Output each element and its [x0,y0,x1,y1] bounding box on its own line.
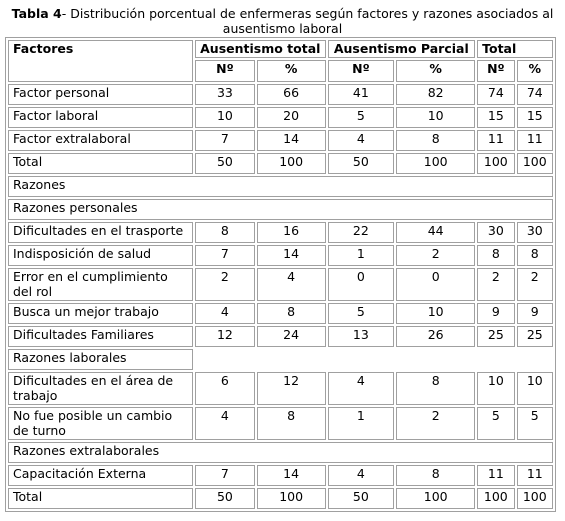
row-label: Total [8,153,193,174]
header-ausentismo-parcial: Ausentismo Parcial [328,40,476,58]
table-cell: 100 [517,153,553,174]
table-cell: 50 [195,153,255,174]
table-cell: 4 [195,407,255,440]
row-label: Total [8,488,193,509]
row-label: Razones [8,176,553,197]
table-row [8,245,553,266]
table-cell: 44 [396,222,475,243]
table-row [8,303,553,324]
table-cell: 22 [328,222,395,243]
empty-cell [195,349,553,370]
table-cell: 41 [328,84,395,105]
table-cell: 74 [517,84,553,105]
header-ausentismo-total: Ausentismo total [195,40,325,58]
table-cell: 66 [257,84,326,105]
row-label: Busca un mejor trabajo [8,303,193,324]
table-cell: 1 [328,407,395,440]
header-factores: Factores [8,40,193,82]
table-row [8,488,553,509]
row-label: Razones extralaborales [8,442,553,463]
table-cell: 4 [195,303,255,324]
table-cell: 4 [328,372,395,405]
table-row [8,84,553,105]
table-cell: 10 [195,107,255,128]
table-cell: 11 [477,465,514,486]
table-row [8,465,553,486]
table-cell: 4 [328,130,395,151]
table-cell: 82 [396,84,475,105]
table-body [8,84,553,509]
table-caption [6,6,559,36]
table-cell: 8 [396,130,475,151]
table-row [8,407,553,440]
table-cell: 74 [477,84,514,105]
table-cell: 2 [396,407,475,440]
table-cell: 6 [195,372,255,405]
table-cell: 14 [257,130,326,151]
table-cell: 0 [396,268,475,301]
table-cell: 0 [328,268,395,301]
table-cell: 8 [257,303,326,324]
table-cell: 10 [477,372,514,405]
table-cell: 100 [257,153,326,174]
table-cell: 16 [257,222,326,243]
row-label: Capacitación Externa [8,465,193,486]
table-row [8,372,553,405]
row-label: Razones personales [8,199,553,220]
table-cell: 13 [328,326,395,347]
table-cell: 15 [517,107,553,128]
table-cell: 12 [257,372,326,405]
table-row [8,268,553,301]
table-cell: 10 [517,372,553,405]
header-pct: % [396,60,475,82]
header-row-1 [8,40,553,58]
table-row [8,222,553,243]
table-cell: 8 [396,372,475,405]
row-label: Factor laboral [8,107,193,128]
header-pct: % [257,60,326,82]
section-row [8,199,553,220]
table-cell: 30 [477,222,514,243]
table-cell: 9 [517,303,553,324]
table-cell: 50 [328,153,395,174]
table-caption-label: Tabla 4 [11,6,62,21]
header-no: Nº [477,60,514,82]
row-label: Dificultades en el área de trabajo [8,372,193,405]
table-cell: 100 [517,488,553,509]
table-cell: 4 [257,268,326,301]
table-cell: 14 [257,465,326,486]
table-row [8,130,553,151]
table-row [8,153,553,174]
row-label: Dificultades en el trasporte [8,222,193,243]
table-row [8,107,553,128]
table-cell: 2 [477,268,514,301]
header-total: Total [477,40,553,58]
table-cell: 11 [517,130,553,151]
row-label: Razones laborales [8,349,193,370]
table-cell: 100 [477,488,514,509]
table-cell: 100 [396,153,475,174]
table-cell: 8 [396,465,475,486]
row-label: Factor extralaboral [8,130,193,151]
table-cell: 15 [477,107,514,128]
table-cell: 7 [195,245,255,266]
table-cell: 12 [195,326,255,347]
section-row [8,349,553,370]
table-cell: 1 [328,245,395,266]
table-cell: 5 [517,407,553,440]
table-cell: 5 [328,303,395,324]
row-label: Error en el cumplimiento del rol [8,268,193,301]
table-cell: 50 [195,488,255,509]
table-cell: 100 [477,153,514,174]
table-cell: 10 [396,303,475,324]
table-cell: 10 [396,107,475,128]
section-row [8,176,553,197]
table-cell: 30 [517,222,553,243]
table-cell: 5 [477,407,514,440]
table-cell: 7 [195,130,255,151]
table-cell: 20 [257,107,326,128]
table-cell: 8 [477,245,514,266]
table-cell: 4 [328,465,395,486]
table-cell: 14 [257,245,326,266]
table-cell: 26 [396,326,475,347]
header-no: Nº [328,60,395,82]
table-cell: 2 [195,268,255,301]
table-cell: 2 [517,268,553,301]
table-cell: 24 [257,326,326,347]
header-pct: % [517,60,553,82]
header-no: Nº [195,60,255,82]
row-label: Factor personal [8,84,193,105]
table-cell: 8 [517,245,553,266]
section-row [8,442,553,463]
table-cell: 11 [477,130,514,151]
table-cell: 50 [328,488,395,509]
table-cell: 9 [477,303,514,324]
table-cell: 25 [517,326,553,347]
table-cell: 8 [257,407,326,440]
table-cell: 11 [517,465,553,486]
data-table [5,37,556,512]
table-cell: 8 [195,222,255,243]
table-cell: 7 [195,465,255,486]
row-label: No fue posible un cambio de turno [8,407,193,440]
row-label: Indisposición de salud [8,245,193,266]
table-cell: 33 [195,84,255,105]
table-cell: 2 [396,245,475,266]
table-row [8,326,553,347]
table-caption-text: - Distribución porcentual de enfermeras según factores y razones asociados al ausentismo laboral [61,6,554,36]
row-label: Dificultades Familiares [8,326,193,347]
table-cell: 100 [396,488,475,509]
table-cell: 25 [477,326,514,347]
table-cell: 100 [257,488,326,509]
table-cell: 5 [328,107,395,128]
